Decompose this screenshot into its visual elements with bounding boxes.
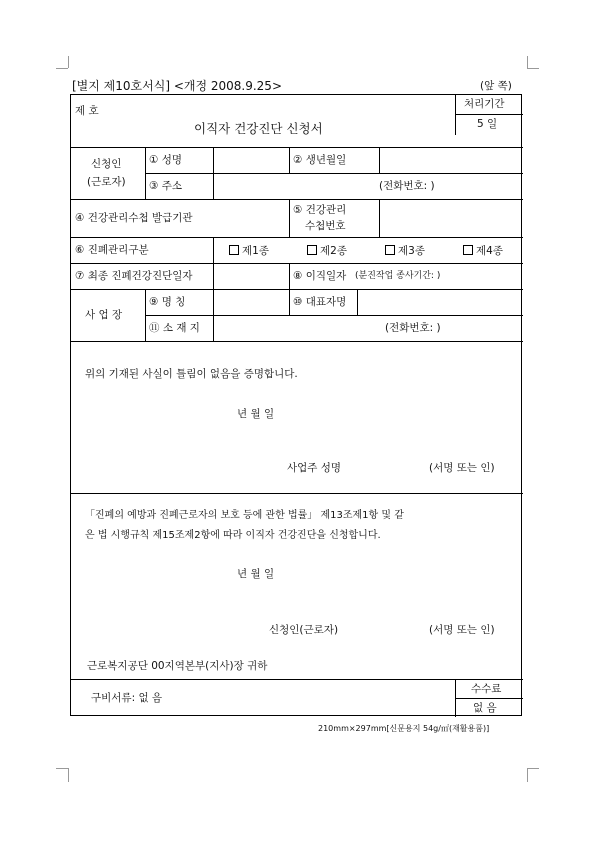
notebook-label: ⑤ 건강관리 [293,204,347,216]
paper-spec: 210mm×297mm[신문용지 54g/㎡(재활용품)] [318,724,490,733]
applicant-sublabel: (근로자) [87,176,126,188]
certify-text: 위의 기재된 사실이 틀림이 없음을 증명합니다. [85,368,298,380]
name-label: ① 성명 [149,154,183,166]
last-exam-label: ⑦ 최종 진폐건강진단일자 [75,270,193,282]
crop-mark [527,68,539,69]
crop-mark [68,56,69,68]
fee-value: 없 음 [473,702,497,714]
workplace-label: 사 업 장 [85,309,123,321]
number-label: 제 호 [75,105,99,117]
employer-sign-label: 사업주 성명 [287,462,342,474]
form-title: 이직자 건강진단 신청서 [194,121,323,136]
category-option-1[interactable]: 제1종 [229,245,269,257]
notebook-sublabel: 수첩번호 [305,220,346,232]
employer-sign-or-seal: (서명 또는 인) [429,462,495,474]
apply-date: 년 월 일 [237,568,275,580]
crop-mark [527,56,528,68]
form-reference: [별지 제10호서식] <개정 2008.9.25> [72,79,282,93]
applicant-sign-label: 신청인(근로자) [269,624,339,636]
applicant-sign-or-seal: (서명 또는 인) [429,624,495,636]
category-option-2[interactable]: 제2종 [307,245,347,257]
phone-label: (전화번호: ) [379,180,435,192]
category-option-4[interactable]: 제4종 [463,245,503,257]
workplace-address-label: ⑪ 소 재 지 [149,322,200,334]
crop-mark [527,768,539,769]
crop-mark [56,68,68,69]
workplace-phone-label: (전화번호: ) [385,322,441,334]
application-form [70,94,522,716]
checkbox[interactable] [307,245,317,255]
processing-period-label: 처리기간 [464,98,505,110]
checkbox[interactable] [385,245,395,255]
apply-text-line-1: 「진폐의 예방과 진폐근로자의 보호 등에 관한 법률」 제13조제1항 및 같 [85,510,404,521]
birth-label: ② 생년월일 [293,154,347,166]
recipient: 근로복지공단 00지역본부(지사)장 귀하 [87,660,268,672]
apply-text-line-2: 은 법 시행규칙 제15조제2항에 따라 이직자 건강진단을 신청합니다. [85,530,381,541]
work-period-label: (분진작업 종사기간: ) [355,271,441,281]
page-side-label: (앞 쪽) [480,80,512,92]
representative-label: ⑩ 대표자명 [293,296,347,308]
applicant-label: 신청인 [91,158,122,170]
required-docs: 구비서류: 없 음 [91,692,163,704]
crop-mark [527,768,528,782]
checkbox[interactable] [463,245,473,255]
address-label: ③ 주소 [149,180,183,192]
leave-date-label: ⑧ 이직일자 [293,270,347,282]
crop-mark [56,768,68,769]
certify-date: 년 월 일 [237,408,275,420]
crop-mark [68,768,69,782]
category-label: ⑥ 진폐관리구분 [75,244,149,256]
issuing-org-label: ④ 건강관리수첩 발급기관 [75,212,193,224]
category-option-3[interactable]: 제3종 [385,245,425,257]
workplace-name-label: ⑨ 명 칭 [149,296,186,308]
processing-period-value: 5 일 [477,118,498,130]
fee-label: 수수료 [471,683,502,695]
checkbox[interactable] [229,245,239,255]
